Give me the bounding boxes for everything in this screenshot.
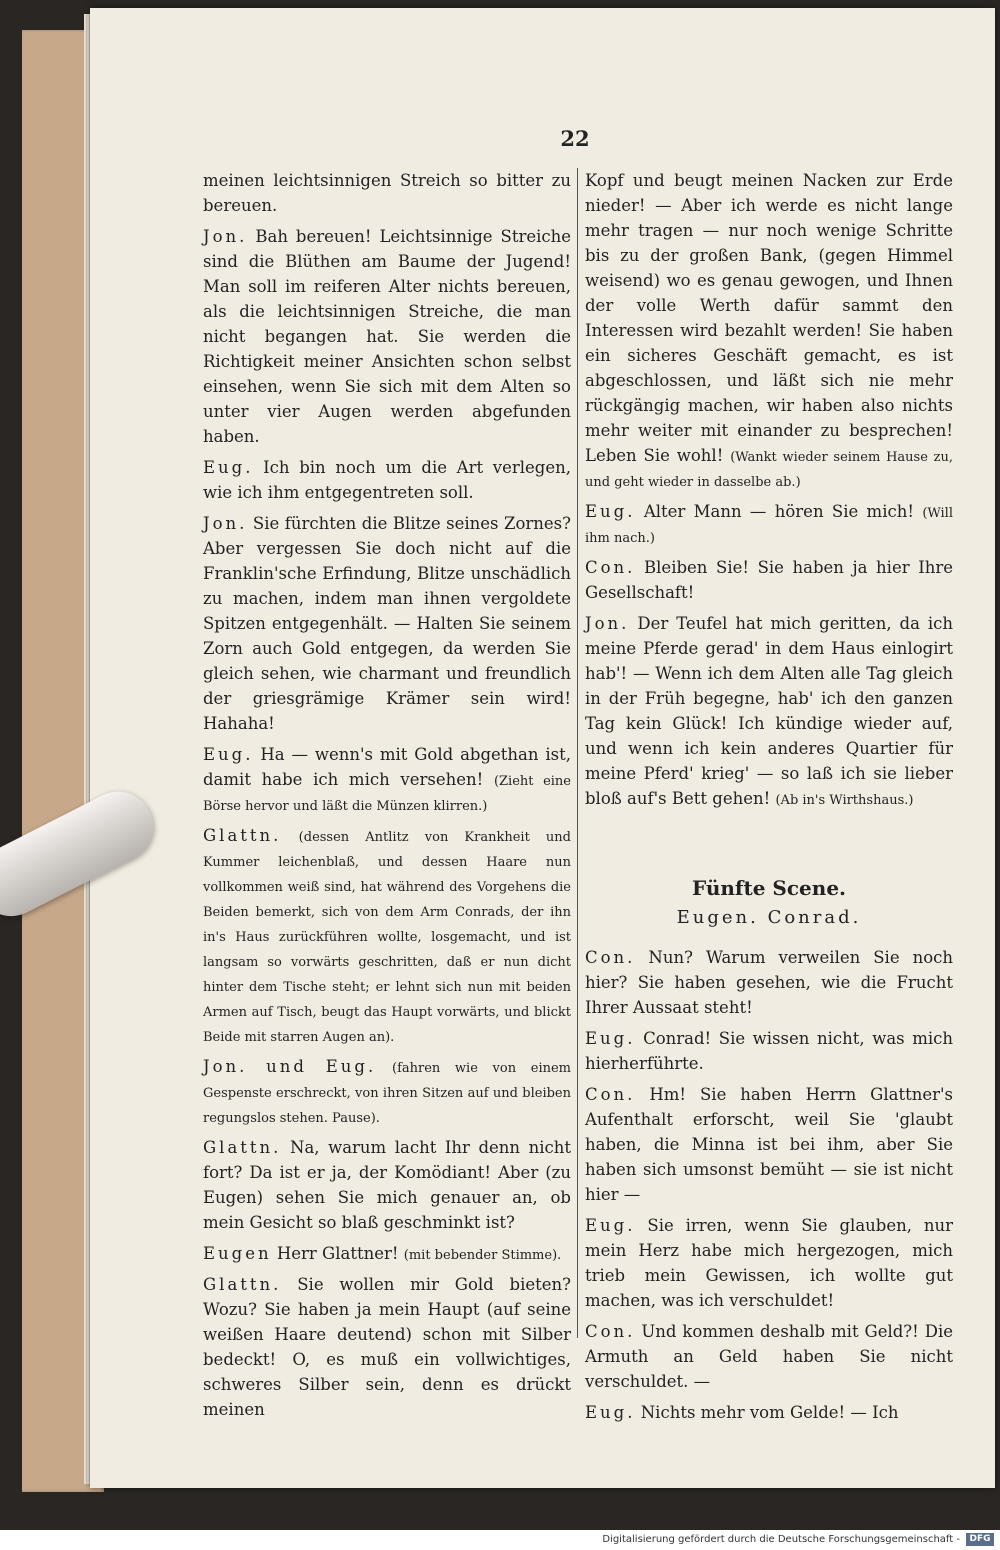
speaker-name: Glattn. [203,826,282,845]
speech-paragraph [203,1272,571,1422]
speaker-name: Eug. [203,458,254,477]
speech-text: Sie irren, wenn Sie glauben, nur mein Herz habe mich hergezogen, mich trieb mein Gewissen, ich wollte gut machen, was ich verschuldet! [585,1216,954,1310]
speaker-name: Con. [585,1085,636,1104]
stage-direction: (mit bebender Stimme). [403,1248,562,1263]
speech-text: Der Teufel hat mich geritten, da ich meine Pferde gerad' in dem Haus einlogirt hab'! — Wenn ich dem Alten alle Tag gleich in der Früh begegne, hab' ich den ganzen Tag kein Glück! Ich kündige wieder auf, und wenn ich kein anderes Quartier für meine Pferd' krieg' — so laß ich sie lieber bloß auf's Bett gehen! [585,614,954,808]
stage-direction: (Zieht eine Börse hervor und läßt die Münzen klirren.) [203,774,571,814]
speech-paragraph [203,742,571,817]
speech-text: Bah bereuen! Leichtsinnige Streiche sind die Blüthen am Baume der Jugend! Man soll im reiferen Alter nichts bereuen, als die leichtsinnigen Streiche, die man nicht begangen hat. Sie werden die Richtigkeit meiner Ansichten schon selbst einsehen, wenn Sie sich mit dem Alten so unter vier Augen werden abgefunden haben. [203,227,572,446]
speaker-name: Eug. [585,1403,636,1422]
speech-paragraph [203,1241,571,1266]
scene-heading: Fünfte Scene. [691,876,847,900]
speech-text: Bleiben Sie! Sie haben ja hier Ihre Gesellschaft! [585,558,953,602]
stage-direction: (fahren wie von einem Gespenste erschreckt, von ihren Sitzen auf und bleiben regungslos stehen. Pause). [203,1061,571,1126]
speech-text: Herr Glattner! [276,1244,399,1263]
speaker-name: Eug. [585,1216,636,1235]
speech-text: Sie fürchten die Blitze seines Zornes? Aber vergessen Sie doch nicht auf die Franklin'sche Erfindung, Blitze unschädlich zu machen, indem man ihnen vergoldete Spitzen entgegenhält. — Halten Sie seinem Zorn auch Gold entgegen, da werden Sie gleich sehen, wie charmant und freundlich der griesgrämige Krämer sein wird! Hahaha! [203,514,571,733]
speech-text: Nun? Warum verweilen Sie noch hier? Sie haben gesehen, wie die Frucht Ihrer Aussaat steht! [585,948,953,1017]
speech-paragraph [203,511,571,736]
speech-paragraph [585,945,953,1020]
speech-text: Kopf und beugt meinen Nacken zur Erde nieder! — Aber ich werde es nicht lange mehr tragen — nur noch wenige Schritte bis zu der großen Bank, (gegen Himmel weisend) wo es genau gewogen, und Ihnen der volle Werth dafür sammt den Interessen wird bezahlt werden! Sie haben ein sicheres Geschäft gemacht, es ist abgeschlossen, und läßt sich nie mehr rückgängig machen, wir haben also nichts mehr weiter mit einander zu besprechen! Leben Sie wohl! [585,171,953,465]
footer-bar [0,1530,1000,1550]
stage-direction: (Wankt wieder seinem Hause zu, und geht wieder in dasselbe ab.) [585,450,953,490]
speech-paragraph [585,1213,953,1313]
speech-paragraph [585,499,953,549]
speaker-name: Eugen [203,1244,272,1263]
speech-text: Hm! Sie haben Herrn Glattner's Aufenthalt erforscht, weil Sie 'glaubt haben, die Minna ist bei ihm, aber Sie haben sich umsonst bemüht — sie ist nicht hier — [585,1085,953,1204]
speech-paragraph [203,224,571,449]
speaker-name: Jon. [203,227,248,246]
stage-direction: (dessen Antlitz von Krankheit und Kummer leichenblaß, und dessen Haare nun vollkommen weiß sind, hat während des Vorgehens die Beiden bemerkt, sich von dem Arm Conrads, der ihn in's Haus zurückführen wollte, losgemacht, und ist langsam so vorwärts geschritten, daß er nun dicht hinter dem Tische steht; er lehnt sich nun mit beiden Armen auf Tisch, beugt das Haupt vorwärts, und blickt Beide mit starren Augen an). [203,830,571,1045]
speech-text: Sie wollen mir Gold bieten? Wozu? Sie haben ja mein Haupt (auf seine weißen Haare deutend) schon mit Silber bedeckt! O, es muß ein vollwichtiges, schweres Silber sein, denn es drückt meinen [203,1275,571,1419]
speaker-name: Jon. und Eug. [203,1057,377,1076]
left-column [203,168,571,1428]
speaker-name: Jon. [585,614,630,633]
speech-text: Und kommen deshalb mit Geld?! Die Armuth an Geld haben Sie nicht verschuldet. — [585,1322,953,1391]
speaker-name: Eug. [585,502,636,521]
speech-paragraph [585,1319,953,1394]
speaker-name: Con. [585,558,636,577]
speech-text: Conrad! Sie wissen nicht, was mich hierherführte. [585,1029,954,1073]
right-column [585,168,953,1431]
scene-cast: Eugen. Conrad. [676,907,862,928]
page-number: 22 [560,126,590,151]
stage-direction: (Ab in's Wirthshaus.) [775,793,914,808]
speech-text: Alter Mann — hören Sie mich! [643,502,914,521]
stage-direction: (Will ihm nach.) [585,506,953,546]
speech-paragraph [585,555,953,605]
speech-paragraph [203,1135,571,1235]
speaker-name: Glattn. [203,1275,282,1294]
speech-text: Ha — wenn's mit Gold abgethan ist, damit habe ich mich versehen! [203,745,571,789]
footer-credit: Digitalisierung gefördert durch die Deutsche Forschungsgemeinschaft - [602,1534,960,1545]
speaker-name: Con. [585,1322,636,1341]
speaker-name: Jon. [203,514,248,533]
speaker-name: Eug. [585,1029,636,1048]
speech-paragraph [203,823,571,1048]
speech-text: Na, warum lacht Ihr denn nicht fort? Da ist er ja, der Komödiant! Aber (zu Eugen) sehen Sie mich genauer an, ob mein Gesicht so blaß geschminkt ist? [203,1138,572,1232]
speech-paragraph [585,1082,953,1207]
text-paragraph [203,168,571,218]
speaker-name: Con. [585,948,636,967]
column-divider [577,168,578,1338]
speech-paragraph [585,1026,953,1076]
dfg-logo: DFG [966,1533,994,1546]
speaker-name: Eug. [203,745,254,764]
speech-text: meinen leichtsinnigen Streich so bitter zu bereuen. [203,171,571,215]
speech-text: Ich bin noch um die Art verlegen, wie ich ihm entgegentreten soll. [203,458,571,502]
text-paragraph [585,168,953,493]
speech-paragraph [585,611,953,811]
speaker-name: Glattn. [203,1138,282,1157]
speech-paragraph [203,455,571,505]
speech-paragraph [203,1054,571,1129]
speech-text: Nichts mehr vom Gelde! — Ich [640,1403,899,1422]
speech-paragraph [585,1400,953,1425]
